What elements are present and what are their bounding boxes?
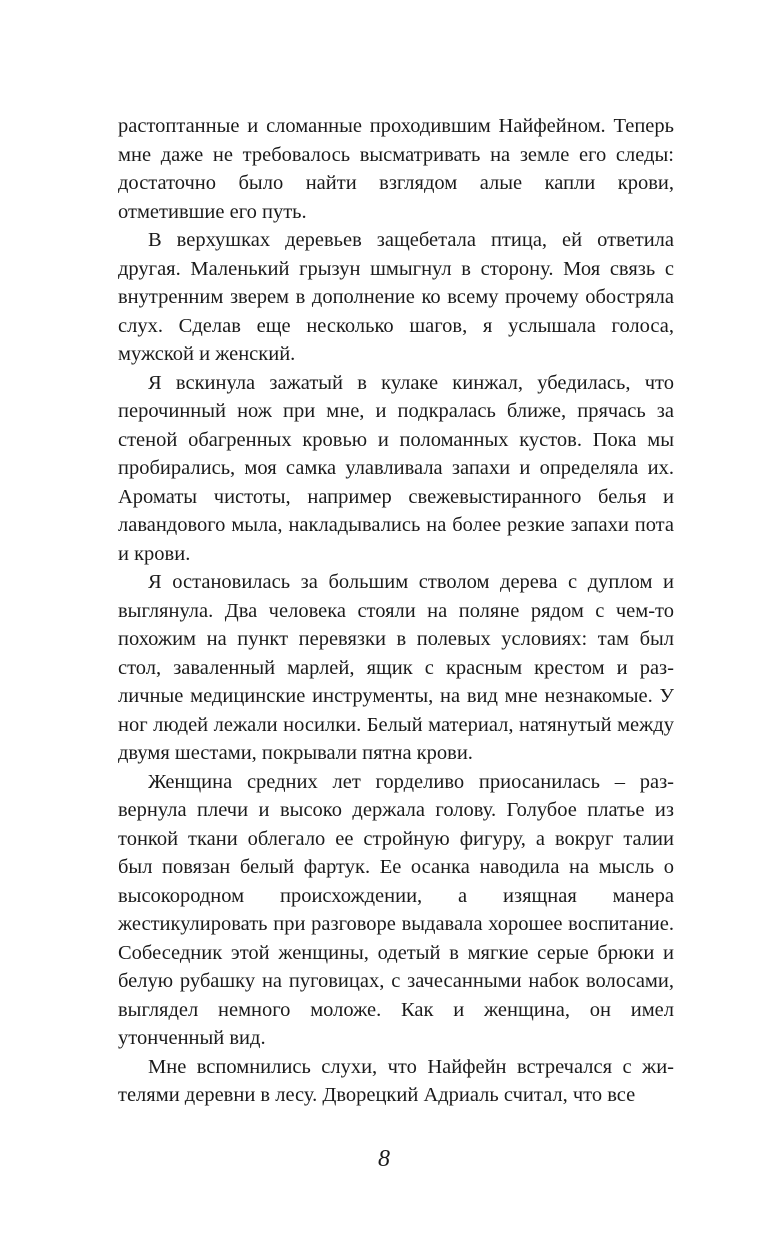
paragraph-4: Я остановилась за большим стволом дерева с дуплом и выглянула. Два человека стояли на поляне рядом с чем-то похожим на пункт перевязки в полевых условиях: там был стол, заваленный марлей, ящик с красным крестом и различные медицинские инструменты, на вид мне незнакомые. У ног людей лежали носилки. Белый материал, натянутый между двумя шестами, покрывали пятна крови. xyxy=(118,571,674,764)
paragraph-6: Мне вспомнились слухи, что Найфейн встречался с жителями деревни в лесу. Дворецкий Адриаль считал, что все xyxy=(118,1055,674,1106)
paragraph-3: Я вскинула зажатый в кулаке кинжал, убедилась, что перочинный нож при мне, и подкралась ближе, прячась за стеной обагренных кровью и поломанных кустов. Пока мы пробирались, моя самка улавливала запахи и определяла их. Ароматы чистоты, например свежевыстиранного белья и лавандового мыла, накладывались на более резкие запахи пота и крови. xyxy=(118,371,674,565)
book-page-text xyxy=(118,112,674,1172)
page-number: 8 xyxy=(378,1146,390,1172)
paragraph-1: растоптанные и сломанные проходившим Найфейном. Теперь мне даже не требовалось высматривать на земле его следы: достаточно было найти взглядом алые капли крови, отметившие его путь. xyxy=(118,115,674,223)
paragraph-2: В верхушках деревьев защебетала птица, ей ответила другая. Маленький грызун шмыгнул в сторону. Моя связь с внутренним зверем в дополнение ко всему прочему обостряла слух. Сделав еще несколько шагов, я услышала голоса, мужской и женский. xyxy=(118,229,674,365)
paragraph-5: Женщина средних лет горделиво приосанилась – развернула плечи и высоко держала голову. Голубое платье из тонкой ткани облегало ее стройную фигуру, а вокруг талии был повязан белый фартук. Ее осанка наводила на мысль о высокородном происхождении, а изящная манера жестикулировать при разговоре выдавала хорошее воспитание. Собеседник этой женщины, одетый в мягкие серые брюки и белую рубашку на пуговицах, с зачесанными набок волосами, выглядел немного моложе. Как и женщина, он имел утонченный вид. xyxy=(118,770,674,1049)
